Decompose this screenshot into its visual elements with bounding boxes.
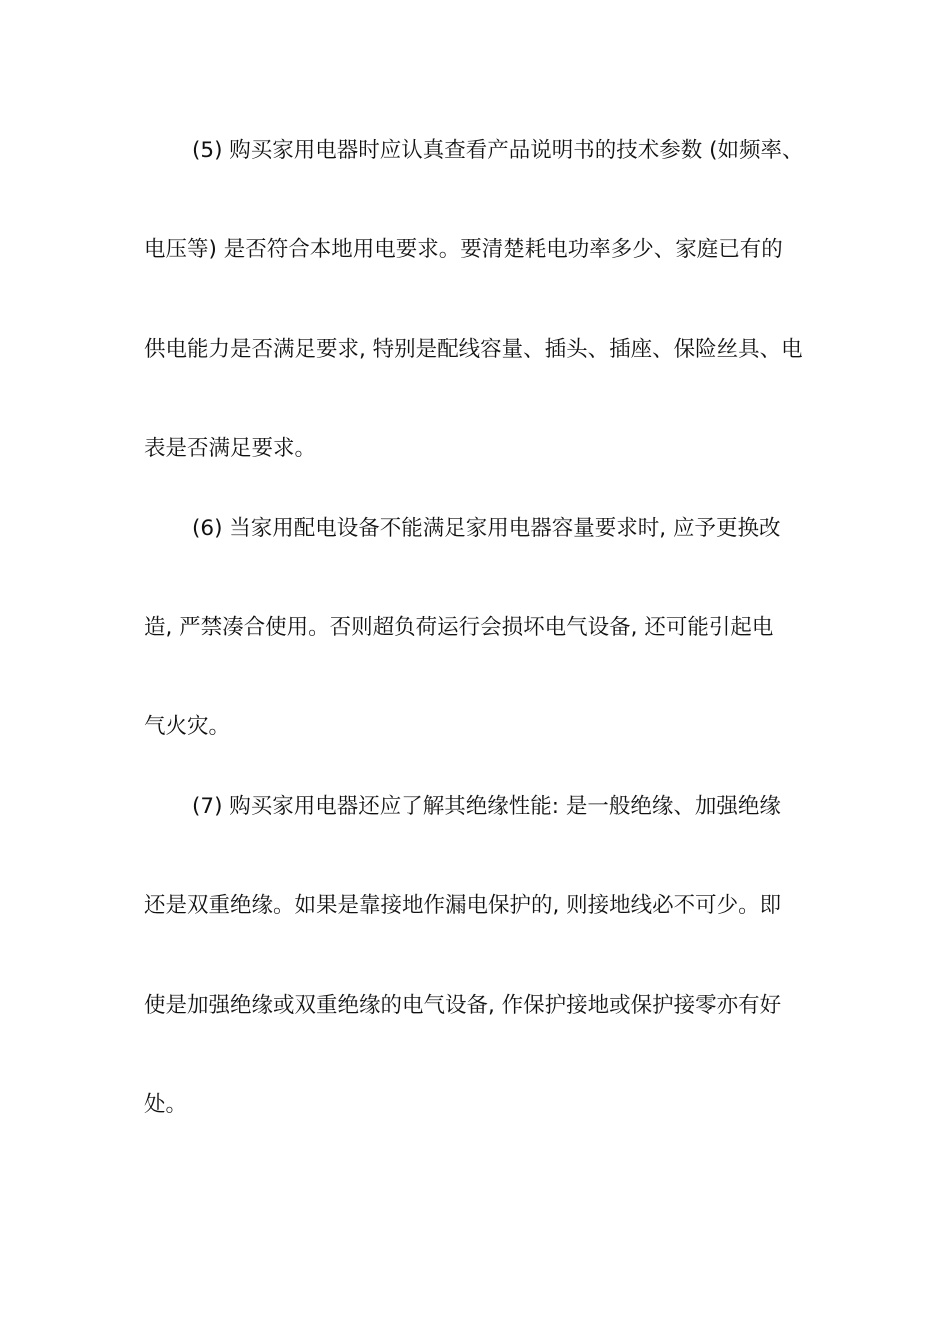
paragraph-line: 使是加强绝缘或双重绝缘的电气设备, 作保护接地或保护接零亦有好 [144, 993, 782, 1018]
paragraph-line: 电压等) 是否符合本地用电要求。要清楚耗电功率多少、家庭已有的 [144, 237, 783, 262]
paragraph-line: 还是双重绝缘。如果是靠接地作漏电保护的, 则接地线必不可少。即 [144, 893, 782, 918]
paragraph-line: 气火灾。 [144, 714, 231, 739]
paragraph-line: (6) 当家用配电设备不能满足家用电器容量要求时, 应予更换改 [192, 516, 781, 541]
paragraph-line: 造, 严禁凑合使用。否则超负荷运行会损坏电气设备, 还可能引起电 [144, 615, 774, 640]
paragraph-line: 处。 [144, 1092, 188, 1117]
paragraph-line: (5) 购买家用电器时应认真查看产品说明书的技术参数 (如频率、 [192, 138, 804, 163]
paragraph-line: 表是否满足要求。 [144, 436, 317, 461]
paragraph-line: 供电能力是否满足要求, 特别是配线容量、插头、插座、保险丝具、电 [144, 337, 803, 362]
paragraph-line: (7) 购买家用电器还应了解其绝缘性能: 是一般绝缘、加强绝缘 [192, 794, 781, 819]
